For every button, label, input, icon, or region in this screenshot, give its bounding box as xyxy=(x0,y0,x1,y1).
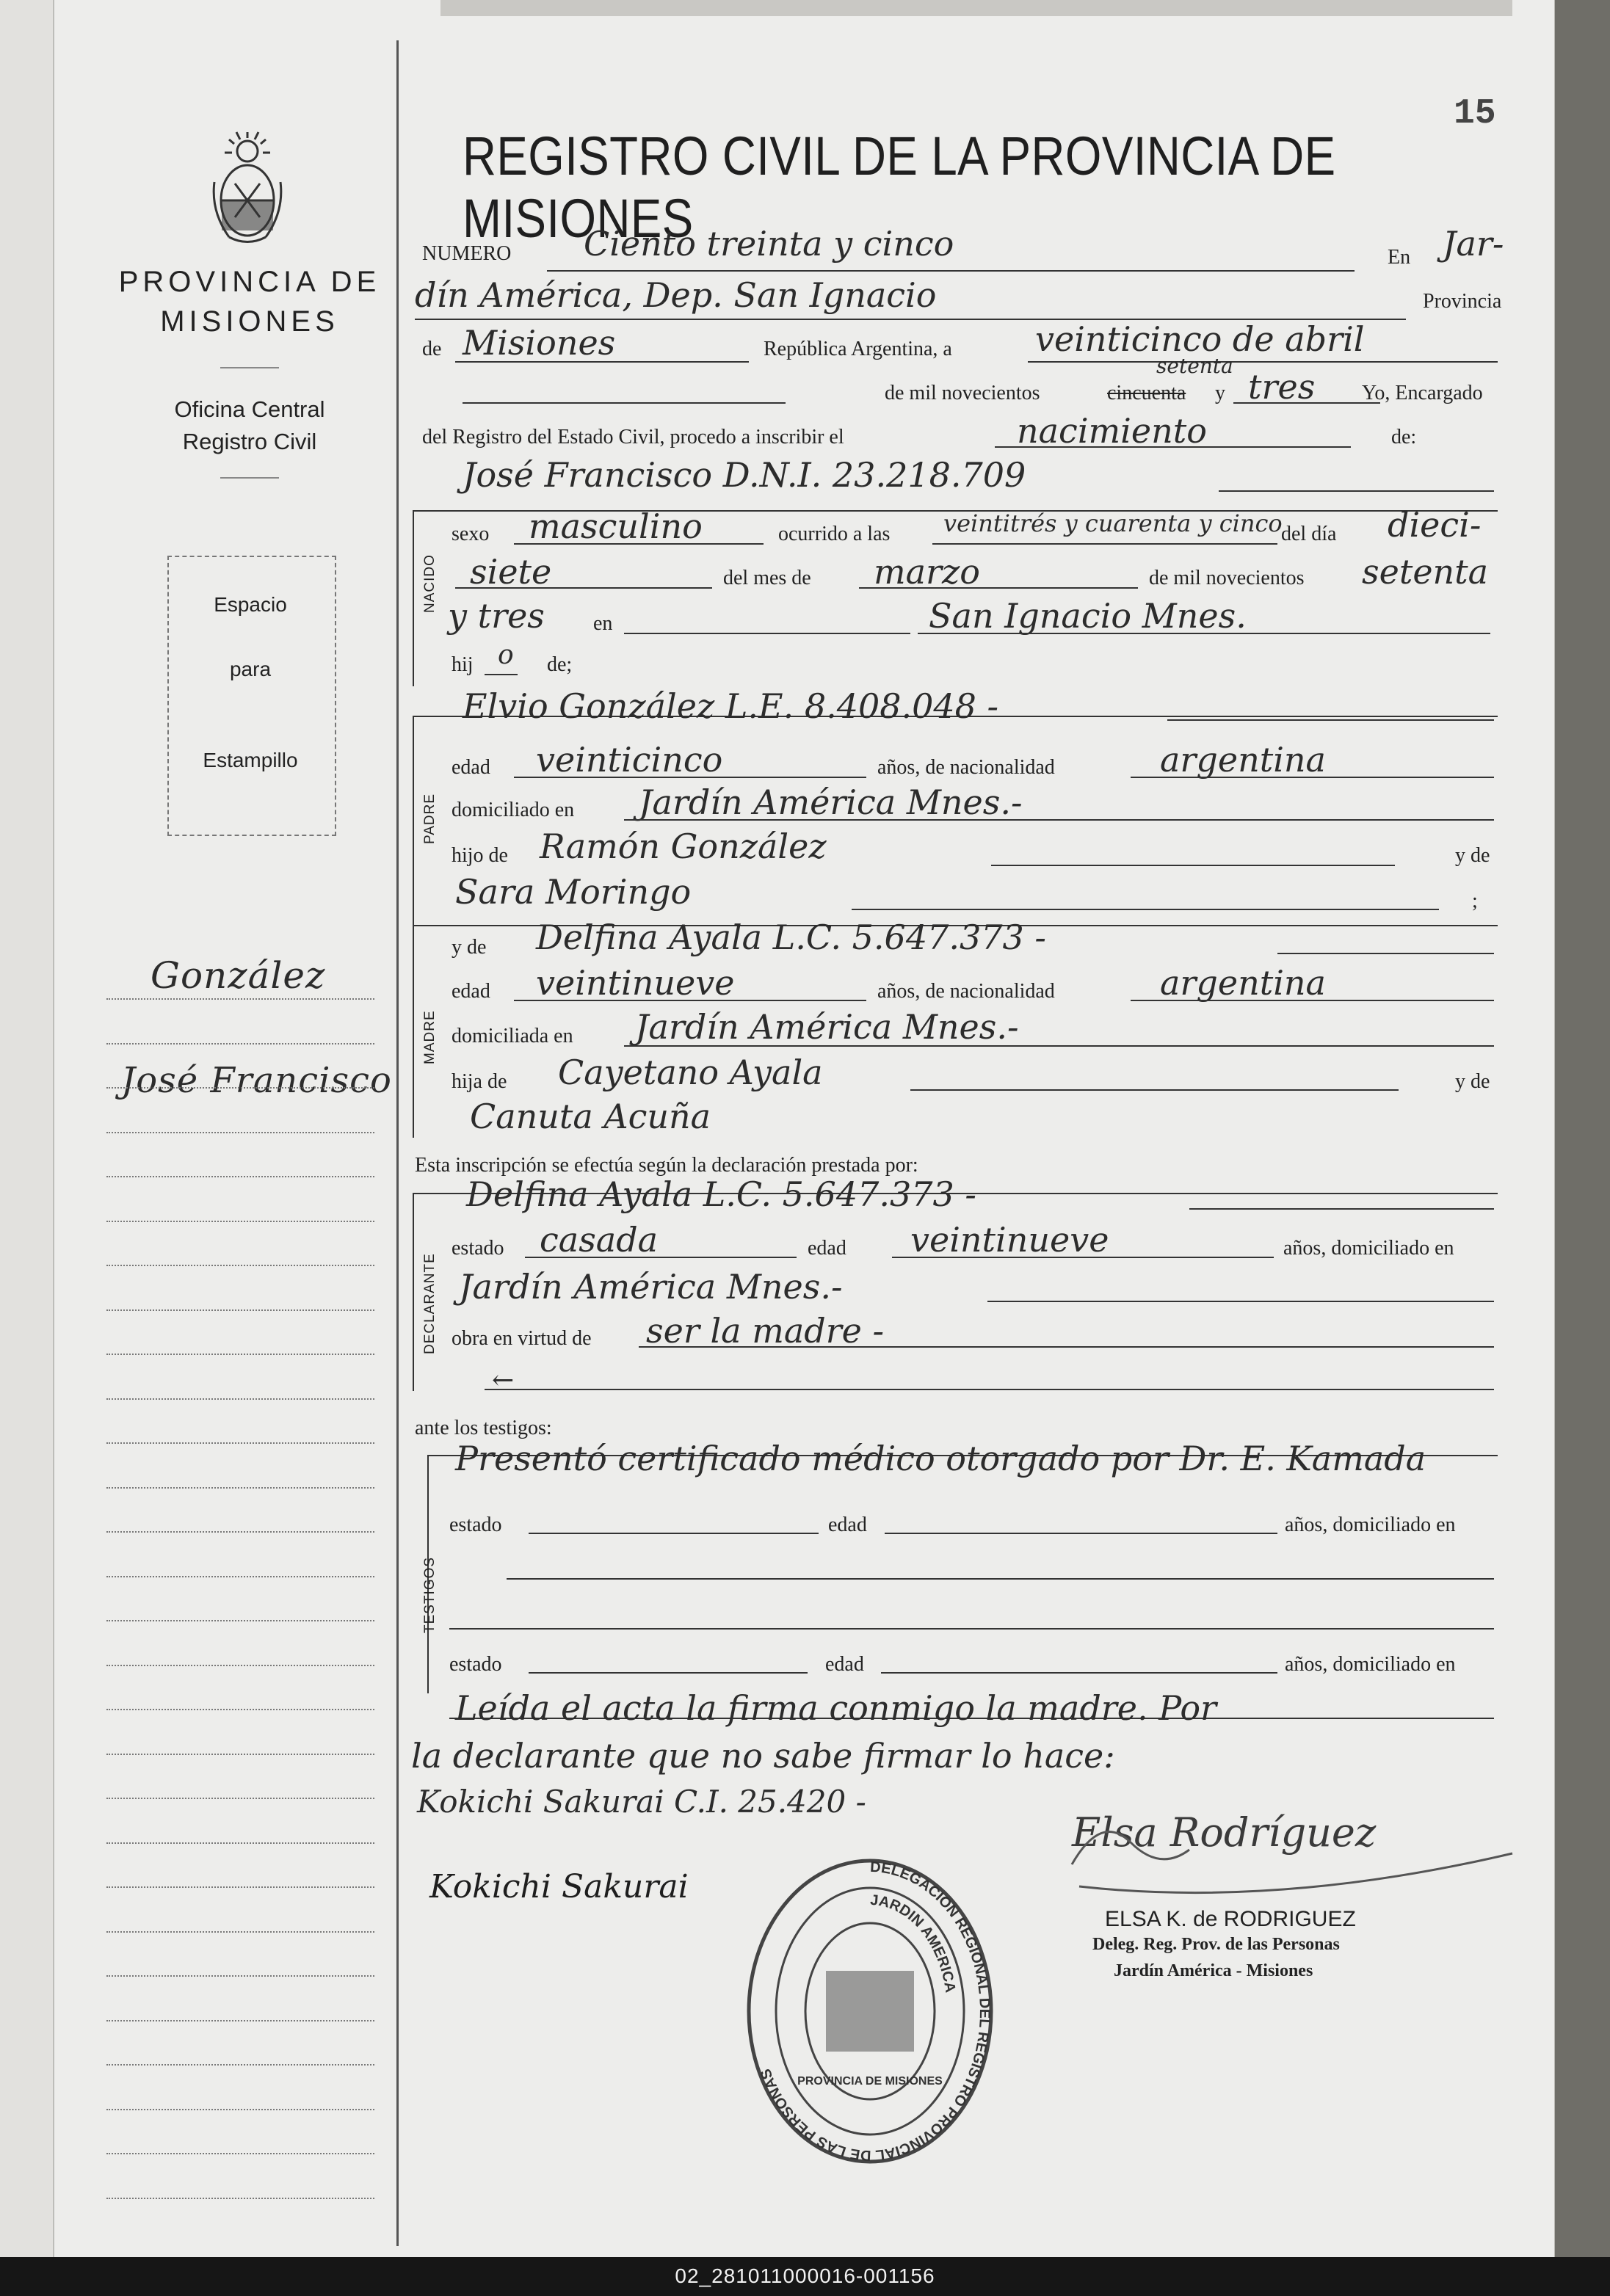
de-semicolon-label: de; xyxy=(547,653,573,676)
declaracion-intro-label: Esta inscripción se efectúa según la declaración prestada por: xyxy=(415,1154,918,1177)
encargado-label: Yo, Encargado xyxy=(1362,382,1483,404)
testigos-note-value: Presentó certificado médico otorgado por Dr. E. Kamada xyxy=(455,1439,1426,1478)
en-label: en xyxy=(593,612,613,635)
domiciliada-label: domiciliada en xyxy=(452,1025,573,1047)
dia-value-part1: dieci- xyxy=(1388,505,1482,545)
margin-note-line xyxy=(106,1132,374,1133)
underline xyxy=(852,909,1439,910)
lugar-value: San Ignacio Mnes. xyxy=(929,596,1247,636)
margin-note-line xyxy=(106,1487,374,1489)
declarante-edad-value: veintinueve xyxy=(910,1220,1109,1260)
margin-note-line xyxy=(106,2198,374,2199)
padre-padre-value: Ramón González xyxy=(540,827,827,866)
hora-value: veintitrés y cuarenta y cinco xyxy=(943,509,1283,537)
margin-note-line xyxy=(106,1398,374,1400)
document-title: REGISTRO CIVIL DE LA PROVINCIA DE MISIONES xyxy=(463,126,1336,249)
en-value-part1: Jar- xyxy=(1443,224,1504,264)
underline xyxy=(1028,361,1498,363)
underline xyxy=(507,1578,1494,1580)
underline xyxy=(885,1533,1277,1534)
margin-note-line xyxy=(106,1754,374,1755)
seal-middle-text: JARDIN AMERICA xyxy=(869,1892,959,1994)
setenta-inserted: setenta xyxy=(1156,354,1233,378)
edad-label: edad xyxy=(825,1653,864,1676)
acto-value: nacimiento xyxy=(1017,411,1207,451)
ocurrido-label: ocurrido a las xyxy=(778,523,891,545)
madre-padre-value: Cayetano Ayala xyxy=(558,1053,823,1092)
hija-de-label: hija de xyxy=(452,1070,507,1093)
underline xyxy=(514,543,764,545)
mil-label: de mil novecientos xyxy=(885,382,1040,404)
margin-note-line xyxy=(106,2153,374,2154)
section-label-padre: PADRE xyxy=(422,793,438,844)
signature-flourish-icon xyxy=(1057,1798,1527,1901)
padre-name-value: Elvio González L.E. 8.408.048 - xyxy=(463,686,999,726)
official-signature: Elsa Rodríguez xyxy=(1072,1809,1377,1856)
domiciliado-label: años, domiciliado en xyxy=(1283,1237,1454,1260)
underline xyxy=(991,865,1395,866)
section-bracket xyxy=(413,716,414,925)
hij-value: o xyxy=(498,640,514,670)
province-name-line2: MISIONES xyxy=(160,305,339,338)
margin-note-line xyxy=(106,1176,374,1177)
book-cover-edge xyxy=(1555,0,1610,2257)
underline xyxy=(485,1389,1494,1390)
closing-line2: la declarante que no sabe firmar lo hace: xyxy=(411,1736,1115,1776)
mes-value: marzo xyxy=(874,552,980,592)
declarante-domicilio-value: Jardín América Mnes.- xyxy=(459,1267,843,1307)
margin-note-line xyxy=(106,1354,374,1355)
madre-madre-value: Canuta Acuña xyxy=(470,1097,711,1136)
person-value: José Francisco D.N.I. 23.218.709 xyxy=(463,455,1026,495)
padre-nacionalidad-value: argentina xyxy=(1160,740,1326,780)
domiciliado-label: años, domiciliado en xyxy=(1285,1514,1456,1536)
section-label-nacido: NACIDO xyxy=(422,554,438,613)
date-value: veinticinco de abril xyxy=(1035,319,1365,359)
underline xyxy=(639,1346,1494,1348)
underline xyxy=(449,1628,1494,1630)
margin-note-line xyxy=(106,1087,374,1089)
section-label-testigos: TESTIGOS xyxy=(422,1556,438,1633)
margin-note-line xyxy=(106,1221,374,1222)
underline xyxy=(1277,953,1494,954)
en-label: En xyxy=(1388,246,1411,269)
coat-of-arms-icon xyxy=(207,131,288,248)
underline xyxy=(624,633,910,634)
margin-note-line xyxy=(106,2064,374,2066)
madre-domicilio-value: Jardín América Mnes.- xyxy=(635,1007,1019,1047)
margin-note-line xyxy=(106,1576,374,1577)
margin-note-line xyxy=(106,1975,374,1977)
underline xyxy=(624,1045,1494,1047)
section-bracket xyxy=(413,1193,414,1391)
underline xyxy=(547,270,1355,272)
underline xyxy=(918,633,1490,634)
declarante-estado-value: casada xyxy=(540,1220,659,1260)
provincia-label: Provincia xyxy=(1423,290,1502,313)
margin-note-line xyxy=(106,1798,374,1799)
margin-note-line xyxy=(106,2020,374,2021)
underline xyxy=(1131,777,1494,778)
divider xyxy=(220,367,279,368)
margin-note-line xyxy=(106,1442,374,1444)
padre-domicilio-value: Jardín América Mnes.- xyxy=(639,782,1023,822)
margin-note-line xyxy=(106,998,374,1000)
margin-note-line xyxy=(106,1043,374,1045)
divider xyxy=(220,477,279,479)
province-name-line1: PROVINCIA DE xyxy=(118,266,381,298)
binding-margin xyxy=(0,0,54,2257)
underline xyxy=(859,587,1138,589)
margin-note-line xyxy=(106,1620,374,1621)
column-divider xyxy=(396,40,399,2246)
underline xyxy=(455,587,712,589)
section-label-declarante: DECLARANTE xyxy=(422,1253,438,1354)
underline xyxy=(455,361,749,363)
seal-outer-text: DELEGACION REGIONAL DEL REGISTRO PROVINCIAL DE LAS PERSONAS xyxy=(757,1859,993,2164)
underline xyxy=(932,543,1277,545)
underline xyxy=(881,1672,1277,1674)
numero-label: NUMERO xyxy=(422,242,512,265)
underline xyxy=(1131,1000,1494,1001)
official-name: ELSA K. de RODRIGUEZ xyxy=(1105,1907,1356,1931)
republica-label: República Argentina, a xyxy=(764,338,952,360)
mil-novecientos-label: de mil novecientos xyxy=(1149,567,1305,589)
underline xyxy=(892,1257,1274,1258)
registro-label: del Registro del Estado Civil, procedo a inscribir el xyxy=(422,426,844,448)
semicolon: ; xyxy=(1472,890,1478,912)
stamp-box-text: Espacio xyxy=(214,593,287,616)
edad-label: edad xyxy=(828,1514,867,1536)
underline xyxy=(910,1089,1399,1091)
margin-note-line xyxy=(106,1886,374,1888)
declarante-name-value: Delfina Ayala L.C. 5.647.373 - xyxy=(466,1174,976,1214)
underline xyxy=(529,1533,819,1534)
closing-line1: Leída el acta la firma conmigo la madre. Por xyxy=(455,1688,1216,1728)
mes-label: del mes de xyxy=(723,567,811,589)
sexo-label: sexo xyxy=(452,523,490,545)
madre-edad-value: veintinueve xyxy=(536,963,735,1003)
y-de-label: y de xyxy=(452,936,487,959)
section-bracket xyxy=(413,510,414,686)
hij-label: hij xyxy=(452,653,474,676)
witness-signature: Kokichi Sakurai xyxy=(429,1868,689,1906)
margin-note-names: José Francisco xyxy=(121,1060,392,1101)
margin-note-line xyxy=(106,1531,374,1533)
y-de-label: y de xyxy=(1455,1070,1490,1093)
underline xyxy=(1167,719,1494,721)
domiciliado-label: domiciliado en xyxy=(452,799,575,821)
nacionalidad-label: años, de nacionalidad xyxy=(877,756,1055,779)
del-dia-label: del día xyxy=(1281,523,1337,545)
underline xyxy=(485,674,518,675)
margin-note-line xyxy=(106,1665,374,1666)
cincuenta-struck: cincuenta xyxy=(1107,382,1186,404)
de-colon-label: de: xyxy=(1391,426,1417,448)
margin-note-line xyxy=(106,1842,374,1844)
edad-label: edad xyxy=(452,980,490,1003)
file-code: 02_281011000016-001156 xyxy=(675,2264,935,2287)
underline xyxy=(1233,402,1380,404)
margin-note-surname: González xyxy=(151,954,326,997)
ante-testigos-label: ante los testigos: xyxy=(415,1417,552,1439)
underline xyxy=(529,1672,808,1674)
stamp-box-text: Estampillo xyxy=(203,749,298,771)
edad-label: edad xyxy=(808,1237,846,1260)
year-value: tres xyxy=(1248,367,1316,407)
official-seal-icon xyxy=(738,1850,1002,2173)
underline xyxy=(463,402,786,404)
underline xyxy=(514,777,866,778)
underline xyxy=(624,819,1494,821)
anio-value-part2: y tres xyxy=(448,596,545,636)
underline xyxy=(995,446,1351,448)
margin-note-line xyxy=(106,1709,374,1710)
edad-label: edad xyxy=(452,756,490,779)
obra-label: obra en virtud de xyxy=(452,1327,592,1350)
estado-label: estado xyxy=(449,1514,502,1536)
padre-edad-value: veinticinco xyxy=(536,740,723,780)
en-value-part2: dín América, Dep. San Ignacio xyxy=(415,275,937,315)
domiciliado-label: años, domiciliado en xyxy=(1285,1653,1456,1676)
section-bracket xyxy=(413,925,414,1138)
underline xyxy=(525,1257,797,1258)
underline xyxy=(987,1301,1494,1302)
page-number: 15 xyxy=(1454,94,1496,134)
estado-label: estado xyxy=(449,1653,502,1676)
numero-value: Ciento treinta y cinco xyxy=(584,224,954,264)
provincia-value: Misiones xyxy=(463,323,616,363)
underline xyxy=(1189,1208,1494,1210)
anio-value-part1: setenta xyxy=(1362,552,1489,592)
madre-name-value: Delfina Ayala L.C. 5.647.373 - xyxy=(536,918,1046,957)
dia-value-part2: siete xyxy=(470,552,552,592)
seal-inner-text: PROVINCIA DE MISIONES xyxy=(797,2075,943,2088)
fill-arrow: ← xyxy=(492,1365,515,1395)
office-name-line1: Oficina Central xyxy=(174,396,325,422)
de-label: de xyxy=(422,338,442,360)
madre-nacionalidad-value: argentina xyxy=(1160,963,1326,1003)
official-place: Jardín América - Misiones xyxy=(1114,1961,1313,1980)
hijo-de-label: hijo de xyxy=(452,844,508,867)
underline xyxy=(514,1000,866,1001)
sexo-value: masculino xyxy=(529,506,703,546)
official-title: Deleg. Reg. Prov. de las Personas xyxy=(1092,1935,1340,1954)
obra-value: ser la madre - xyxy=(646,1311,885,1351)
office-name-line2: Registro Civil xyxy=(182,429,317,454)
padre-madre-value: Sara Moringo xyxy=(455,872,692,912)
y-de-label: y de xyxy=(1455,844,1490,867)
nacionalidad-label: años, de nacionalidad xyxy=(877,980,1055,1003)
estado-label: estado xyxy=(452,1237,504,1260)
top-band xyxy=(440,0,1512,16)
closing-line3: Kokichi Sakurai C.I. 25.420 - xyxy=(417,1784,866,1820)
section-label-madre: MADRE xyxy=(422,1010,438,1064)
margin-note-line xyxy=(106,1265,374,1266)
y-label: y xyxy=(1215,382,1225,404)
underline xyxy=(1219,490,1494,492)
stamp-box-text: para xyxy=(229,658,272,680)
margin-note-line xyxy=(106,1309,374,1311)
margin-note-line xyxy=(106,1931,374,1933)
margin-note-line xyxy=(106,2109,374,2110)
